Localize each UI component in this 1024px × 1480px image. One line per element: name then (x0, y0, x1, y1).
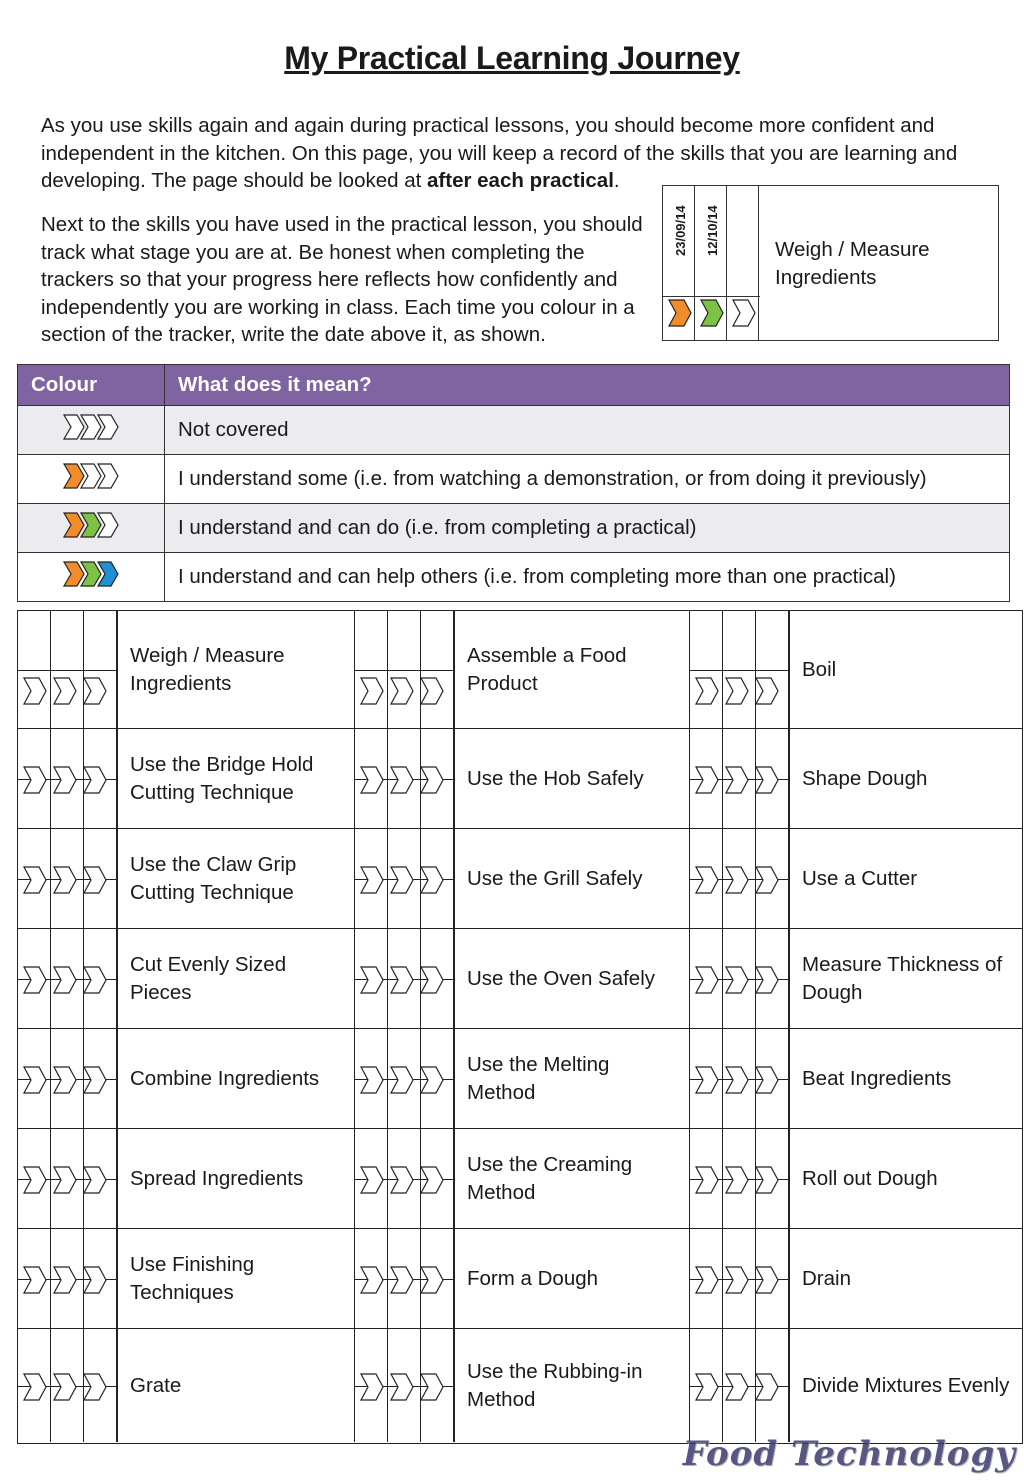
tracker-chevrons[interactable] (359, 1065, 455, 1095)
skill-tracker[interactable] (690, 611, 789, 728)
tracker-chevron-2 (54, 1067, 76, 1093)
tracker-chevron-3 (421, 1067, 443, 1093)
tracker-chevrons[interactable] (22, 1165, 118, 1195)
skill-tracker[interactable] (18, 611, 117, 728)
skill-tracker[interactable] (18, 1329, 117, 1442)
tracker-chevrons[interactable] (694, 1165, 790, 1195)
tracker-chevron-2 (726, 1167, 748, 1193)
intro-paragraph: As you use skills again and again during practical lessons, you should become more confident and independent in the kitchen. On this page, you will keep a record of the skills that you are learning and developing. The page should be looked at after each practical. (41, 114, 958, 192)
tracker-chevron-1 (696, 867, 718, 893)
legend-meaning-can-do: I understand and can do (i.e. from completing a practical) (165, 504, 1010, 553)
tracker-chevron-1 (696, 1167, 718, 1193)
skill-tracker[interactable] (690, 1329, 789, 1442)
tracker-chevron-3 (84, 1267, 106, 1293)
skill-tracker[interactable] (690, 929, 789, 1028)
tracker-chevron-2 (726, 1067, 748, 1093)
tracker-chevron-1 (24, 678, 46, 704)
tracker-chevron-2 (391, 1067, 413, 1093)
skill-label: Grate (117, 1329, 355, 1442)
skills-row (18, 1229, 1022, 1329)
legend-swatch-understand-some (62, 462, 120, 490)
legend-meaning-understand-some: I understand some (i.e. from watching a demonstration, or from doing it previously) (165, 455, 1010, 504)
skills-row (18, 929, 1022, 1029)
tracker-chevrons[interactable] (694, 765, 790, 795)
skill-tracker[interactable] (690, 1229, 789, 1328)
skill-label: Beat Ingredients (789, 1029, 1024, 1128)
tracker-chevron-1 (696, 767, 718, 793)
page-title: My Practical Learning Journey (284, 40, 740, 76)
skill-tracker[interactable] (690, 729, 789, 828)
tracker-chevron-1 (24, 1167, 46, 1193)
tracker-chevron-2 (391, 767, 413, 793)
skill-label: Use Finishing Techniques (117, 1229, 355, 1328)
tracker-chevron-3 (84, 767, 106, 793)
skill-tracker[interactable] (18, 829, 117, 928)
tracker-chevron-1 (64, 513, 84, 537)
tracker-chevron-3 (756, 1067, 778, 1093)
skill-tracker[interactable] (355, 729, 454, 828)
tracker-chevron-1 (361, 1267, 383, 1293)
skill-tracker[interactable] (18, 1129, 117, 1228)
tracker-chevron-2 (726, 767, 748, 793)
tracker-chevron-1 (24, 1374, 46, 1400)
tracker-chevron-1 (24, 967, 46, 993)
tracker-chevron-2 (54, 1167, 76, 1193)
tracker-chevrons[interactable] (359, 865, 455, 895)
tracker-chevron-3 (421, 1167, 443, 1193)
skill-tracker[interactable] (690, 1029, 789, 1128)
tracker-chevrons[interactable] (694, 865, 790, 895)
skill-tracker[interactable] (355, 1229, 454, 1328)
tracker-chevrons[interactable] (694, 1372, 790, 1402)
skill-label: Form a Dough (454, 1229, 690, 1328)
skill-tracker[interactable] (355, 829, 454, 928)
tracker-chevron-1 (361, 767, 383, 793)
tracker-chevron-2 (54, 867, 76, 893)
skill-tracker[interactable] (18, 1229, 117, 1328)
tracker-chevron-2 (391, 1267, 413, 1293)
skills-tracker-grid (17, 610, 1023, 1444)
tracker-chevron-2 (726, 678, 748, 704)
skill-label: Roll out Dough (789, 1129, 1024, 1228)
tracker-chevron-3 (756, 1167, 778, 1193)
skill-label: Measure Thickness of Dough (789, 929, 1024, 1028)
tracker-chevron-1 (64, 562, 84, 586)
skill-label: Use the Hob Safely (454, 729, 690, 828)
tracker-chevron-1 (24, 867, 46, 893)
skills-row (18, 1329, 1022, 1442)
skill-tracker[interactable] (18, 929, 117, 1028)
tracker-chevron-2 (391, 967, 413, 993)
tracker-chevron-3 (421, 967, 443, 993)
tracker-chevron-1 (696, 1374, 718, 1400)
skill-label: Use the Melting Method (454, 1029, 690, 1128)
tracker-chevron-3 (84, 967, 106, 993)
skill-tracker[interactable] (355, 1329, 454, 1442)
skill-tracker[interactable] (355, 611, 454, 728)
example-tracker (662, 185, 999, 341)
tracker-chevron-3 (84, 1067, 106, 1093)
tracker-chevron-2 (54, 1267, 76, 1293)
tracker-chevron-2 (391, 867, 413, 893)
skills-row (18, 1129, 1022, 1229)
skills-row (18, 729, 1022, 829)
tracker-chevron-1 (696, 1067, 718, 1093)
skill-label: Drain (789, 1229, 1024, 1328)
skill-label: Use the Claw Grip Cutting Technique (117, 829, 355, 928)
legend-swatch-can-do (62, 511, 120, 539)
tracker-chevron-2 (54, 767, 76, 793)
tracker-chevron-2 (726, 1374, 748, 1400)
tracker-chevron-2 (54, 1374, 76, 1400)
tracker-chevron-1 (361, 1167, 383, 1193)
skill-label: Use the Oven Safely (454, 929, 690, 1028)
tracker-chevron-3 (84, 1167, 106, 1193)
tracker-chevron-3 (756, 678, 778, 704)
tracker-chevrons[interactable] (22, 865, 118, 895)
skill-label: Boil (789, 611, 1024, 728)
tracker-chevrons[interactable] (359, 1165, 455, 1195)
example-skill-label: Weigh / Measure Ingredients (775, 238, 930, 289)
tracker-chevron-1 (361, 967, 383, 993)
example-date-1: 23/09/14 (673, 205, 688, 256)
tracker-chevron-2 (726, 867, 748, 893)
legend-swatch-not-covered (62, 413, 120, 441)
tracker-chevron-1 (361, 678, 383, 704)
tracker-chevron-2 (54, 678, 76, 704)
tracker-chevron-3 (421, 1374, 443, 1400)
tracker-chevrons[interactable] (22, 1265, 118, 1295)
tracker-chevrons[interactable] (694, 965, 790, 995)
skills-row (18, 829, 1022, 929)
skill-label: Use the Creaming Method (454, 1129, 690, 1228)
tracker-chevron-3 (421, 867, 443, 893)
tracker-chevron-1 (24, 1067, 46, 1093)
tracker-chevron-2 (391, 1374, 413, 1400)
skill-tracker[interactable] (690, 829, 789, 928)
intro-emphasis: after each practical (427, 169, 614, 192)
legend-header-meaning: What does it mean? (165, 365, 1010, 406)
tracker-chevron-3 (756, 767, 778, 793)
tracker-chevron-3 (84, 678, 106, 704)
tracker-chevrons[interactable] (359, 676, 455, 706)
tracker-chevron-2 (726, 967, 748, 993)
legend-meaning-help-others: I understand and can help others (i.e. from completing more than one practical) (165, 553, 1010, 602)
tracker-chevron-3 (421, 1267, 443, 1293)
tracker-chevrons[interactable] (359, 1372, 455, 1402)
tracker-chevron-1 (361, 1374, 383, 1400)
tracker-chevrons[interactable] (359, 965, 455, 995)
example-chevrons (667, 298, 759, 328)
tracker-chevron-3 (84, 1374, 106, 1400)
skill-label: Weigh / Measure Ingredients (117, 611, 355, 728)
skill-label: Use the Grill Safely (454, 829, 690, 928)
tracker-chevron-1 (64, 415, 84, 439)
skills-row (18, 1029, 1022, 1129)
tracker-chevron-1 (361, 1067, 383, 1093)
tracker-chevron-2 (391, 678, 413, 704)
tracker-chevrons[interactable] (359, 765, 455, 795)
tracker-chevron-3 (84, 867, 106, 893)
skill-tracker[interactable] (18, 1029, 117, 1128)
skill-tracker[interactable] (18, 729, 117, 828)
tracker-chevron-2 (54, 967, 76, 993)
skill-label: Divide Mixtures Evenly (789, 1329, 1024, 1442)
tracker-chevron-1 (64, 464, 84, 488)
tracker-chevrons[interactable] (359, 1265, 455, 1295)
skill-tracker[interactable] (355, 1029, 454, 1128)
skill-label: Shape Dough (789, 729, 1024, 828)
tracker-chevron-3 (756, 1267, 778, 1293)
tracker-chevron-2 (391, 1167, 413, 1193)
tracker-chevron-1 (696, 967, 718, 993)
tracker-chevrons[interactable] (22, 1065, 118, 1095)
skill-label: Use the Bridge Hold Cutting Technique (117, 729, 355, 828)
tracker-chevron-3 (756, 867, 778, 893)
legend-meaning-not-covered: Not covered (165, 406, 1010, 455)
tracker-chevron-1 (696, 678, 718, 704)
tracker-chevron-1 (24, 1267, 46, 1293)
skill-label: Spread Ingredients (117, 1129, 355, 1228)
tracker-chevrons[interactable] (22, 1372, 118, 1402)
tracker-chevrons[interactable] (22, 965, 118, 995)
tracker-chevron-2 (726, 1267, 748, 1293)
tracker-chevrons[interactable] (694, 676, 790, 706)
instructions-paragraph: Next to the skills you have used in the practical lesson, you should track what stage you are at. Be honest when completing the trackers so that your progress here reflects how confidently and independently you are working in class. Each time you colour in a section of the tracker, write the date above it, as shown. (41, 213, 643, 346)
tracker-chevron-1 (696, 1267, 718, 1293)
skills-row (18, 611, 1022, 729)
skill-label: Use a Cutter (789, 829, 1024, 928)
tracker-chevron-1 (361, 867, 383, 893)
tracker-chevrons[interactable] (694, 1065, 790, 1095)
tracker-chevron-3 (756, 1374, 778, 1400)
skill-tracker[interactable] (355, 929, 454, 1028)
skill-label: Use the Rubbing-in Method (454, 1329, 690, 1442)
skill-tracker[interactable] (690, 1129, 789, 1228)
skill-label: Cut Evenly Sized Pieces (117, 929, 355, 1028)
skill-label: Assemble a Food Product (454, 611, 690, 728)
tracker-chevron-3 (421, 767, 443, 793)
legend-header-colour: Colour (18, 365, 165, 406)
example-date-2: 12/10/14 (705, 205, 720, 256)
skill-label: Combine Ingredients (117, 1029, 355, 1128)
colour-legend (17, 364, 1010, 602)
skill-tracker[interactable] (355, 1129, 454, 1228)
tracker-chevron-1 (24, 767, 46, 793)
tracker-chevrons[interactable] (694, 1265, 790, 1295)
tracker-chevron-3 (421, 678, 443, 704)
legend-swatch-help-others (62, 560, 120, 588)
tracker-chevron-3 (756, 967, 778, 993)
example-chevron-3 (733, 300, 755, 326)
food-technology-logo: Food Technology (682, 1434, 1016, 1474)
tracker-chevrons[interactable] (22, 765, 118, 795)
example-chevron-1 (669, 300, 691, 326)
tracker-chevrons[interactable] (22, 676, 118, 706)
example-chevron-2 (701, 300, 723, 326)
